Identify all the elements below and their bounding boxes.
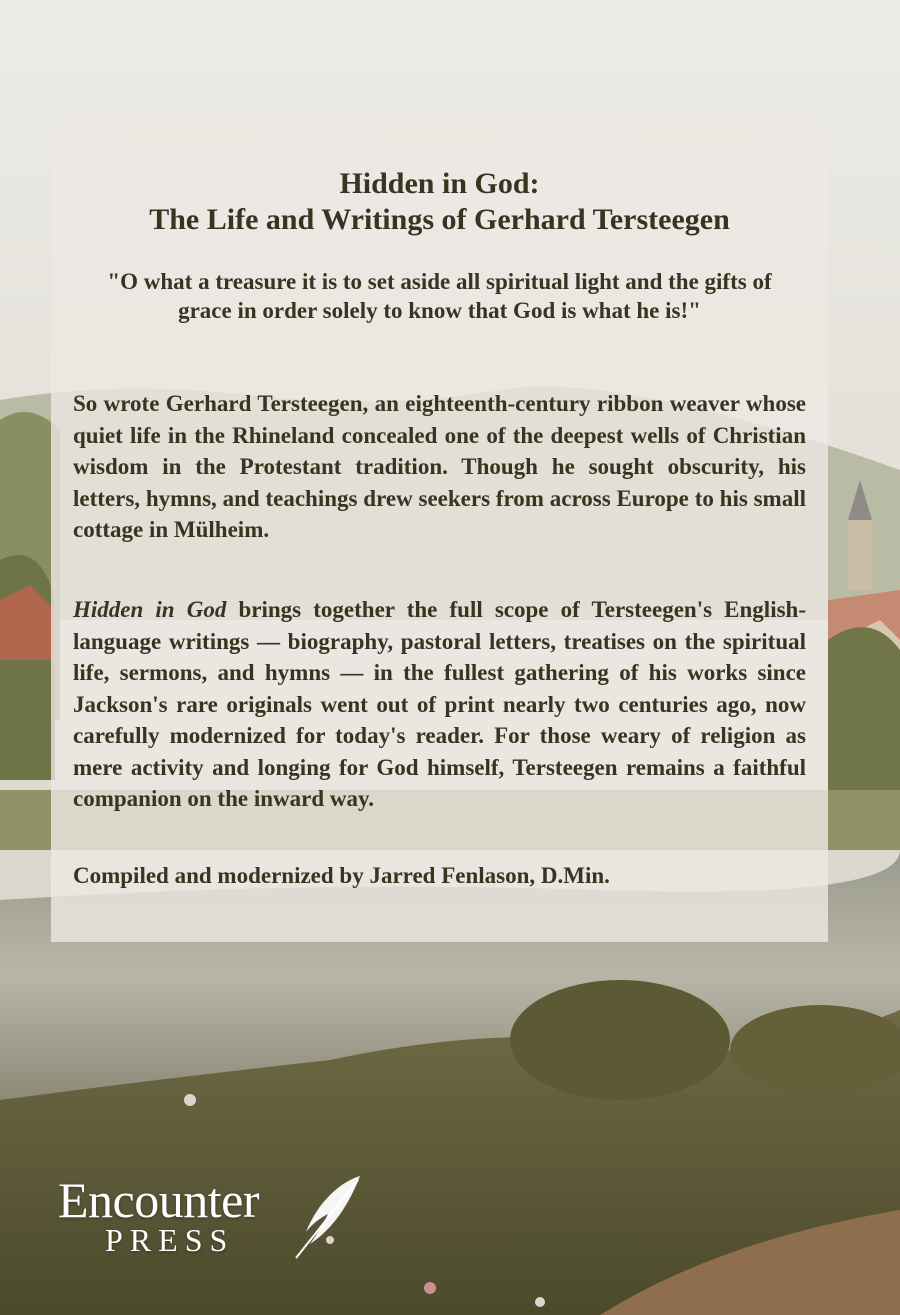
compiler-credit: Compiled and modernized by Jarred Fenlason, D.Min. (73, 863, 610, 888)
title-line-1: Hidden in God: (339, 167, 540, 200)
text-panel (51, 122, 828, 942)
quill-icon (288, 1174, 368, 1260)
title-line-2: The Life and Writings of Gerhard Tersteegen (149, 203, 730, 236)
description-paragraph-2-text: brings together the full scope of Tersteegen's English-language writings — biography, pastoral letters, treatises on the spiritual life, sermons, and hymns — in the fullest gathering of his works since Jackson's rare originals went out of print nearly two centuries ago, now carefully modernized for today's reader. For those weary of religion as mere activity and longing for God himself, Tersteegen remains a faithful companion on the inward way. (73, 597, 806, 811)
logo-subtitle: PRESS (105, 1222, 235, 1258)
logo-wordmark: Encounter (58, 1172, 259, 1228)
description-paragraph-2 (73, 594, 806, 815)
description-paragraph-1: So wrote Gerhard Tersteegen, an eighteenth-century ribbon weaver whose quiet life in the Rhineland concealed one of the deepest wells of Christian wisdom in the Protestant tradition. Though he sought obscurity, his letters, hymns, and teachings drew seekers from across Europe to his small cottage in Mülheim. (73, 391, 806, 542)
book-title (51, 166, 828, 238)
epigraph-quote: "O what a treasure it is to set aside all spiritual light and the gifts of grace in order solely to know that God is what he is!" (107, 269, 772, 323)
publisher-logo (58, 1172, 378, 1262)
book-title-italic: Hidden in God (73, 597, 227, 622)
